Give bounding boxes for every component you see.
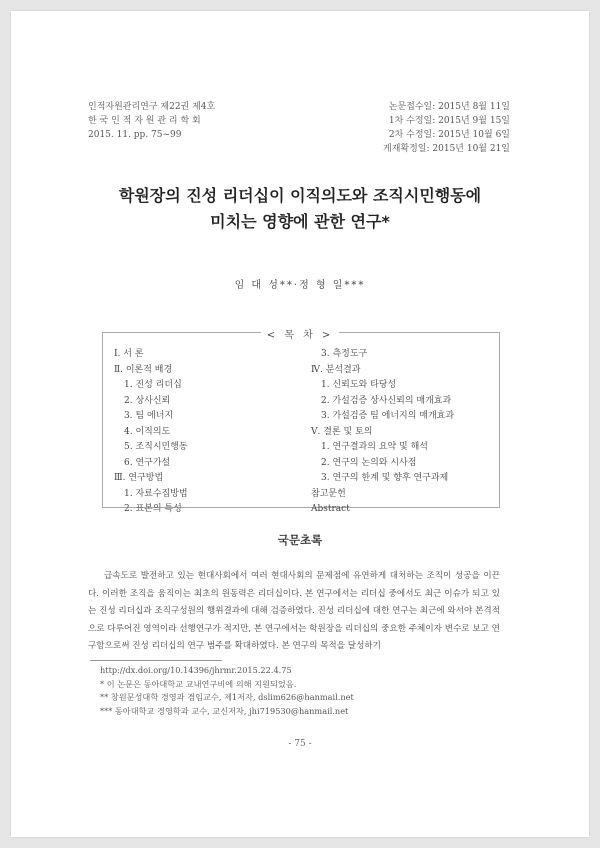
toc-item: Ⅰ. 서 론 xyxy=(114,349,144,359)
toc-right-column xyxy=(311,347,454,518)
toc-item: 3. 팀 에너지 xyxy=(124,411,174,421)
toc-item: Abstract xyxy=(311,504,350,514)
doi-link[interactable]: http://dx.doi.org/10.14396/jhrmr.2015.22.4.75 xyxy=(100,665,292,675)
accepted-date: 게재확정일: 2015년 10월 21일 xyxy=(383,144,510,154)
toc-item: 1. 연구결과의 요약 및 해석 xyxy=(321,442,428,452)
toc-heading: < 목 차 > xyxy=(0,326,600,341)
abstract-body xyxy=(88,568,500,656)
abstract-heading: 국문초록 xyxy=(277,533,323,547)
toc-item: Ⅱ. 이론적 배경 xyxy=(114,364,173,375)
toc-item: 2. 가설검증 상사신뢰의 매개효과 xyxy=(321,395,452,406)
submission-dates xyxy=(383,100,510,156)
toc-item: Ⅲ. 연구방법 xyxy=(114,473,164,483)
issue-pages: 2015. 11. pp. 75~99 xyxy=(88,130,182,140)
footnote-author1: ** 창원문성대학 경영과 겸임교수, 제1저자, dslim626@hanmail.net xyxy=(100,692,354,702)
journal-info xyxy=(88,100,215,142)
toc-left-column xyxy=(114,347,188,518)
toc-item: 3. 가설검증 팀 에너지의 매개효과 xyxy=(321,411,455,421)
revision1-date: 1차 수정일: 2015년 9월 15일 xyxy=(388,116,510,126)
society-name: 한 국 인 적 자 원 관 리 학 회 xyxy=(88,116,201,126)
toc-item: 2. 연구의 논의와 시사점 xyxy=(321,457,417,468)
journal-name: 인적자원관리연구 제22권 제4호 xyxy=(88,102,216,112)
footnote-author2: *** 동아대학교 경영학과 교수, 교신저자, jhi719530@hanmail.net xyxy=(100,705,349,716)
toc-item: Ⅴ. 결론 및 토의 xyxy=(311,426,373,437)
paper-title xyxy=(0,183,600,235)
toc-item: 1. 자료수집방법 xyxy=(124,488,188,499)
authors: 임 대 성**·정 형 일*** xyxy=(234,280,366,291)
toc-item: 참고문헌 xyxy=(311,488,346,499)
toc-item: Ⅳ. 분석결과 xyxy=(311,364,361,375)
toc-item: 6. 연구가설 xyxy=(124,457,171,468)
abstract-paragraph: 급속도로 발전하고 있는 현대사회에서 여러 현대사회의 문제점에 유연하게 대처하는 조직이 성공을 이끈다. 이러한 조직을 움직이는 최초의 원동력은 리더십이다. 본 연구에서는 리더십 중에서도 최근 이슈가 되고 있는 진성 리더십과 조직구성원의 행위결과에 대해 검증하였다. 진성 리더십에 대한 연구는 최근에 와서야 본격적으로 다루어진 영역이라 선행연구가 적지만, 본 연구에서는 학원장을 리더십의 중요한 주체이자 변수로 보고 연구함으로써 진성 리더십의 연구 범주를 확대하였다. 본 연구의 목적을 달성하기 xyxy=(88,571,500,651)
title-line-1: 학원장의 진성 리더십이 이직의도와 조직시민행동에 xyxy=(118,186,482,205)
toc-item: 2. 표본의 특성 xyxy=(124,504,182,514)
footnotes xyxy=(100,664,354,718)
toc-item: 3. 측정도구 xyxy=(321,349,368,359)
footnote-funding: * 이 논문은 동아대학교 교내연구비에 의해 지원되었음. xyxy=(100,678,297,689)
revision2-date: 2차 수정일: 2015년 10월 6일 xyxy=(388,130,510,140)
toc-item: 1. 진성 리더십 xyxy=(124,380,182,390)
page-number: - 75 - xyxy=(288,739,312,749)
toc-item: 4. 이직의도 xyxy=(124,426,171,437)
toc-item: 1. 신뢰도와 타당성 xyxy=(321,380,397,390)
toc-item: 3. 연구의 한계 및 향후 연구과제 xyxy=(321,473,449,483)
received-date: 논문접수일: 2015년 8월 11일 xyxy=(388,102,510,112)
footnote-rule xyxy=(90,660,222,661)
title-line-2: 미치는 영향에 관한 연구* xyxy=(210,212,390,231)
toc-item: 5. 조직시민행동 xyxy=(124,442,188,452)
toc-item: 2. 상사신뢰 xyxy=(124,395,171,406)
